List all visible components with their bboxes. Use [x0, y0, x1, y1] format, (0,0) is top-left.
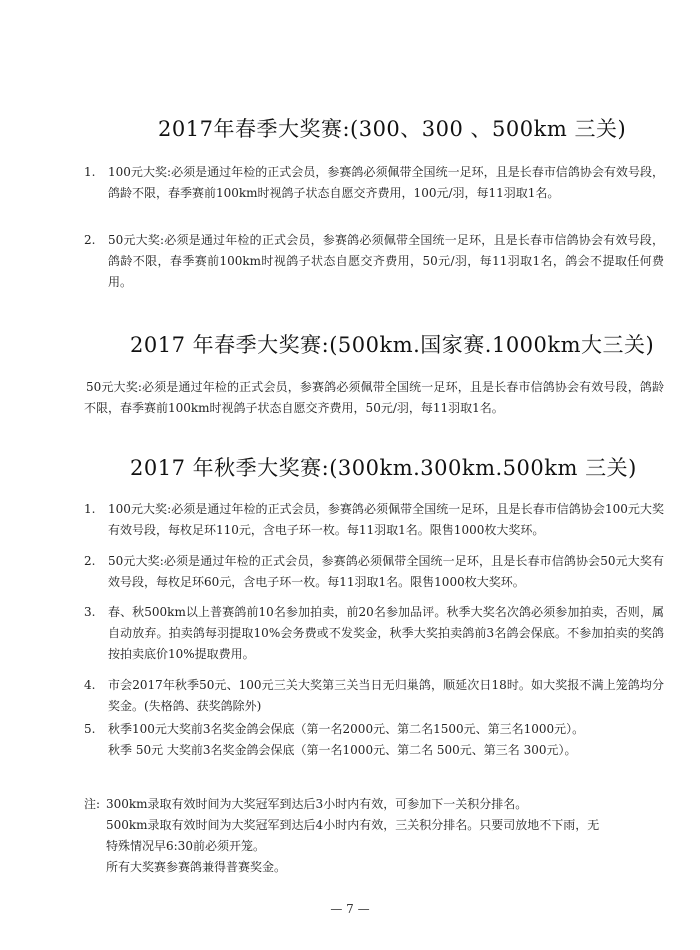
list-item-number: 3.: [84, 605, 96, 619]
section-title-spring-national: 2017 年春季大奖赛:(500km.国家赛.1000km大三关): [130, 333, 655, 357]
note-block: [84, 794, 674, 878]
list-item-number: 4.: [84, 678, 96, 692]
note-line: 300km录取有效时间为大奖冠军到达后3小时内有效，可参加下一关积分排名。: [106, 797, 528, 811]
list-item: [84, 230, 664, 293]
list-item-text: [108, 719, 664, 761]
section-title-autumn: 2017 年秋季大奖赛:(300km.300km.500km 三关): [130, 456, 637, 480]
section-title-spring-main: 2017年春季大奖赛:(300、300 、500km 三关): [158, 117, 627, 141]
list-item-line: 秋季 50元 大奖前3名奖金鸽会保底（第一名1000元、第二名 500元、第三名 300元）。: [108, 743, 577, 757]
page-number: — 7 —: [330, 902, 370, 916]
list-item: [84, 675, 664, 717]
list-item-number: 5.: [84, 722, 96, 736]
list-item-number: 2.: [84, 233, 96, 247]
note-line: 500km录取有效时间为大奖冠军到达后4小时内有效，三关积分排名。只要司放地不下雨，无: [106, 818, 600, 832]
list-item-text: 50元大奖:必须是通过年检的正式会员，参赛鸽必须佩带全国统一足环，且是长春市信鸽协会50元大奖有效号段，每枚足环60元，含电子环一枚。每11羽取1名。限售1000枚大奖环。: [108, 554, 664, 589]
note-label: 注:: [84, 797, 101, 811]
section-paragraph: 50元大奖:必须是通过年检的正式会员，参赛鸽必须佩带全国统一足环，且是长春市信鸽协会有效号段，鸽龄不限，春季赛前100km时视鸽子状态自愿交齐费用，50元/羽，每11羽取1名。: [84, 380, 664, 415]
list-item-number: 2.: [84, 554, 96, 568]
list-item-text: 春、秋500km以上普赛鸽前10名参加拍卖，前20名参加品评。秋季大奖名次鸽必须参加拍卖，否则，属自动放弃。拍卖鸽每羽提取10%会务费或不发奖金，秋季大奖拍卖鸽前3名鸽会保底。不参加拍卖的奖鸽按拍卖底价10%提取费用。: [108, 605, 664, 661]
list-item: [84, 499, 664, 541]
list-item-text: 50元大奖:必须是通过年检的正式会员，参赛鸽必须佩带全国统一足环，且是长春市信鸽协会有效号段，鸽龄不限，春季赛前100km时视鸽子状态自愿交齐费用，50元/羽，每11羽取1名，鸽会不提取任何费用。: [108, 233, 664, 289]
list-item-text: 100元大奖:必须是通过年检的正式会员，参赛鸽必须佩带全国统一足环，且是长春市信鸽协会有效号段，鸽龄不限，春季赛前100km时视鸽子状态自愿交齐费用，100元/羽，每11羽取1名。: [108, 165, 664, 200]
list-item: [84, 162, 664, 204]
list-item: [84, 602, 664, 665]
list-item-number: 1.: [84, 165, 96, 179]
list-item: [84, 719, 664, 761]
note-line: 特殊情况早6:30前必须开笼。: [106, 839, 265, 853]
list-item-number: 1.: [84, 502, 96, 516]
list-item-line: 秋季100元大奖前3名奖金鸽会保底（第一名2000元、第二名1500元、第三名1000元）。: [108, 722, 585, 736]
list-item: [84, 551, 664, 593]
note-line: 所有大奖赛参赛鸽兼得普赛奖金。: [106, 860, 287, 874]
list-item-text: 市会2017年秋季50元、100元三关大奖第三关当日无归巢鸽，顺延次日18时。如大奖报不满上笼鸽均分奖金。(失格鸽、获奖鸽除外): [108, 678, 664, 713]
list-item-text: 100元大奖:必须是通过年检的正式会员，参赛鸽必须佩带全国统一足环，且是长春市信鸽协会100元大奖有效号段，每枚足环110元，含电子环一枚。每11羽取1名。限售1000枚大奖环。: [108, 502, 664, 537]
